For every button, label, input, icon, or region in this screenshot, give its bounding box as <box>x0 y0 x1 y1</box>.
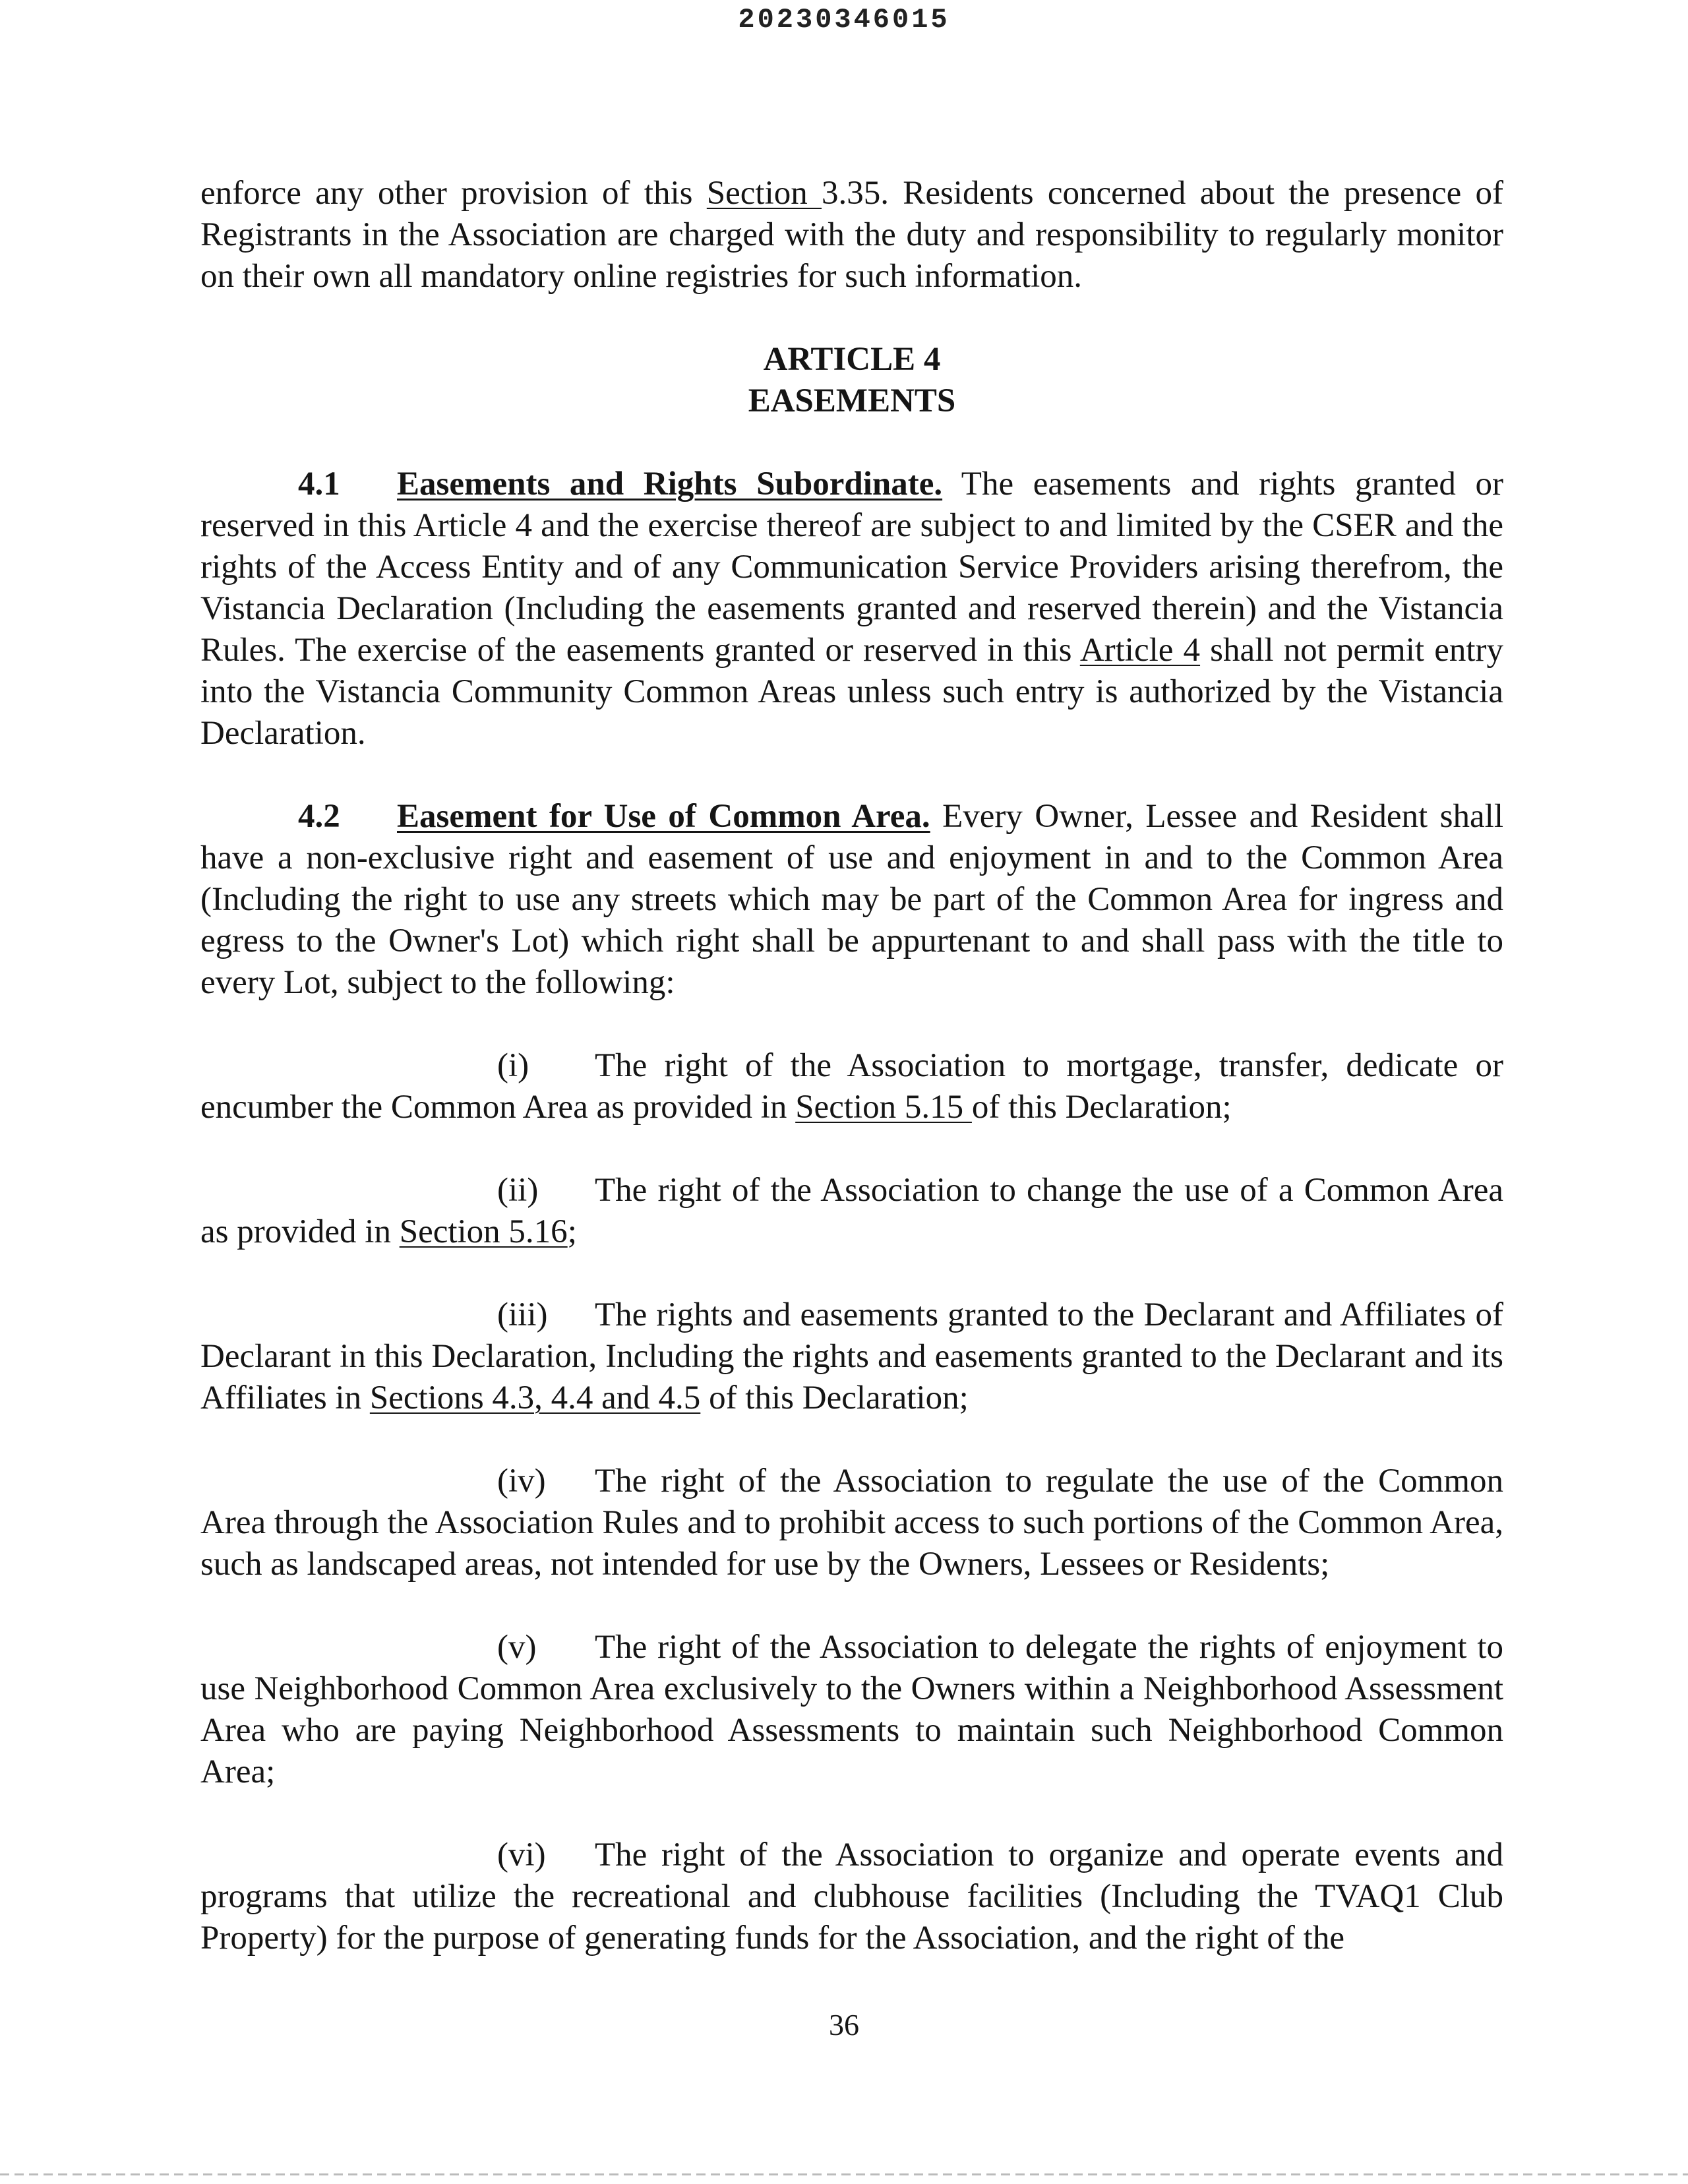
scan-edge-divider <box>0 2173 1688 2175</box>
article-title: EASEMENTS <box>748 382 956 419</box>
item-v-text: The right of the Association to delegate the rights of enjoyment to use Neighborhood Common Area exclusively to the Owners within a Neighborhood Assessment Area who are paying Neighborhood Assessments to maintain such Neighborhood Common Area; <box>200 1629 1503 1790</box>
item-ii-number: (ii) <box>497 1172 539 1209</box>
section-4-1-text-2: shall not permit entry into the Vistancia Community Common Areas unless such entry is authorized by the Vistancia Declaration. <box>200 632 1503 752</box>
section-5-16-link[interactable]: Section 5.16 <box>399 1213 568 1250</box>
section-4-1 <box>200 464 1503 754</box>
item-iv-text: The right of the Association to regulate the use of the Common Area through the Association Rules and to prohibit access to such portions of the Common Area, such as landscaped areas, not intended for use by the Owners, Lessees or Residents; <box>200 1463 1503 1583</box>
intro-text-1: enforce any other provision of this <box>200 175 707 212</box>
intro-text-2: 3.35. Residents concerned about the presence of Registrants in the Association are charged with the duty and responsibility to regularly monitor on their own all mandatory online registries for such information. <box>200 175 1503 295</box>
section-4-2-title: Easement for Use of Common Area. <box>397 798 930 835</box>
intro-paragraph <box>200 173 1503 297</box>
item-iii-text-2: of this Declaration; <box>700 1380 969 1416</box>
item-iv <box>200 1461 1503 1585</box>
item-i-text-2: of this Declaration; <box>971 1089 1232 1126</box>
item-iii <box>200 1294 1503 1419</box>
item-v-number: (v) <box>497 1629 537 1666</box>
item-vi-number: (vi) <box>497 1836 546 1873</box>
item-ii <box>200 1170 1503 1253</box>
document-number: 20230346015 <box>738 4 950 36</box>
page-body <box>200 173 1503 1959</box>
article-number: ARTICLE 4 <box>763 341 941 378</box>
section-4-1-text-1: The easements and rights granted or reserved in this Article 4 and the exercise thereof are subject to and limited by the CSER and the rights of the Access Entity and of any Communication Service Providers arising therefrom, the Vistancia Declaration (Including the easements granted and reserved therein) and the Vistancia Rules. The exercise of the easements granted or reserved in this <box>200 466 1503 669</box>
section-4-2-number: 4.2 <box>298 798 340 835</box>
item-i-text-1: The right of the Association to mortgage, transfer, dedicate or encumber the Common Area as provided in <box>200 1047 1503 1126</box>
item-iii-text-1: The rights and easements granted to the Declarant and Affiliates of Declarant in this Declaration, Including the rights and easements granted to the Declarant and its Affiliates in <box>200 1296 1503 1416</box>
item-ii-text-2: ; <box>567 1213 577 1250</box>
item-i <box>200 1045 1503 1128</box>
sections-4-3-4-4-4-5-link[interactable]: Sections 4.3, 4.4 and 4.5 <box>369 1380 701 1416</box>
item-i-number: (i) <box>497 1047 529 1084</box>
section-4-1-title: Easements and Rights Subordinate. <box>397 466 943 502</box>
item-v <box>200 1627 1503 1793</box>
section-3-35-link[interactable]: Section <box>706 175 822 212</box>
article-heading <box>200 339 1503 422</box>
item-ii-text-1: The right of the Association to change the use of a Common Area as provided in <box>200 1172 1503 1250</box>
section-4-2-text: Every Owner, Lessee and Resident shall have a non-exclusive right and easement of use and enjoyment in and to the Common Area (Including the right to use any streets which may be part of the Common Area for ingress and egress to the Owner's Lot) which right shall be appurtenant to and shall pass with the title to every Lot, subject to the following: <box>200 798 1503 1001</box>
section-4-2 <box>200 796 1503 1004</box>
section-4-1-number: 4.1 <box>298 466 340 502</box>
article-4-link[interactable]: Article 4 <box>1079 632 1201 669</box>
item-vi-text: The right of the Association to organize and operate events and programs that utilize the recreational and clubhouse facilities (Including the TVAQ1 Club Property) for the purpose of generating funds for the Association, and the right of the <box>200 1836 1503 1957</box>
item-iii-number: (iii) <box>497 1296 548 1333</box>
page-number: 36 <box>829 2008 859 2042</box>
section-5-15-link[interactable]: Section 5.15 <box>795 1089 972 1126</box>
item-iv-number: (iv) <box>497 1463 546 1500</box>
item-vi <box>200 1835 1503 1959</box>
